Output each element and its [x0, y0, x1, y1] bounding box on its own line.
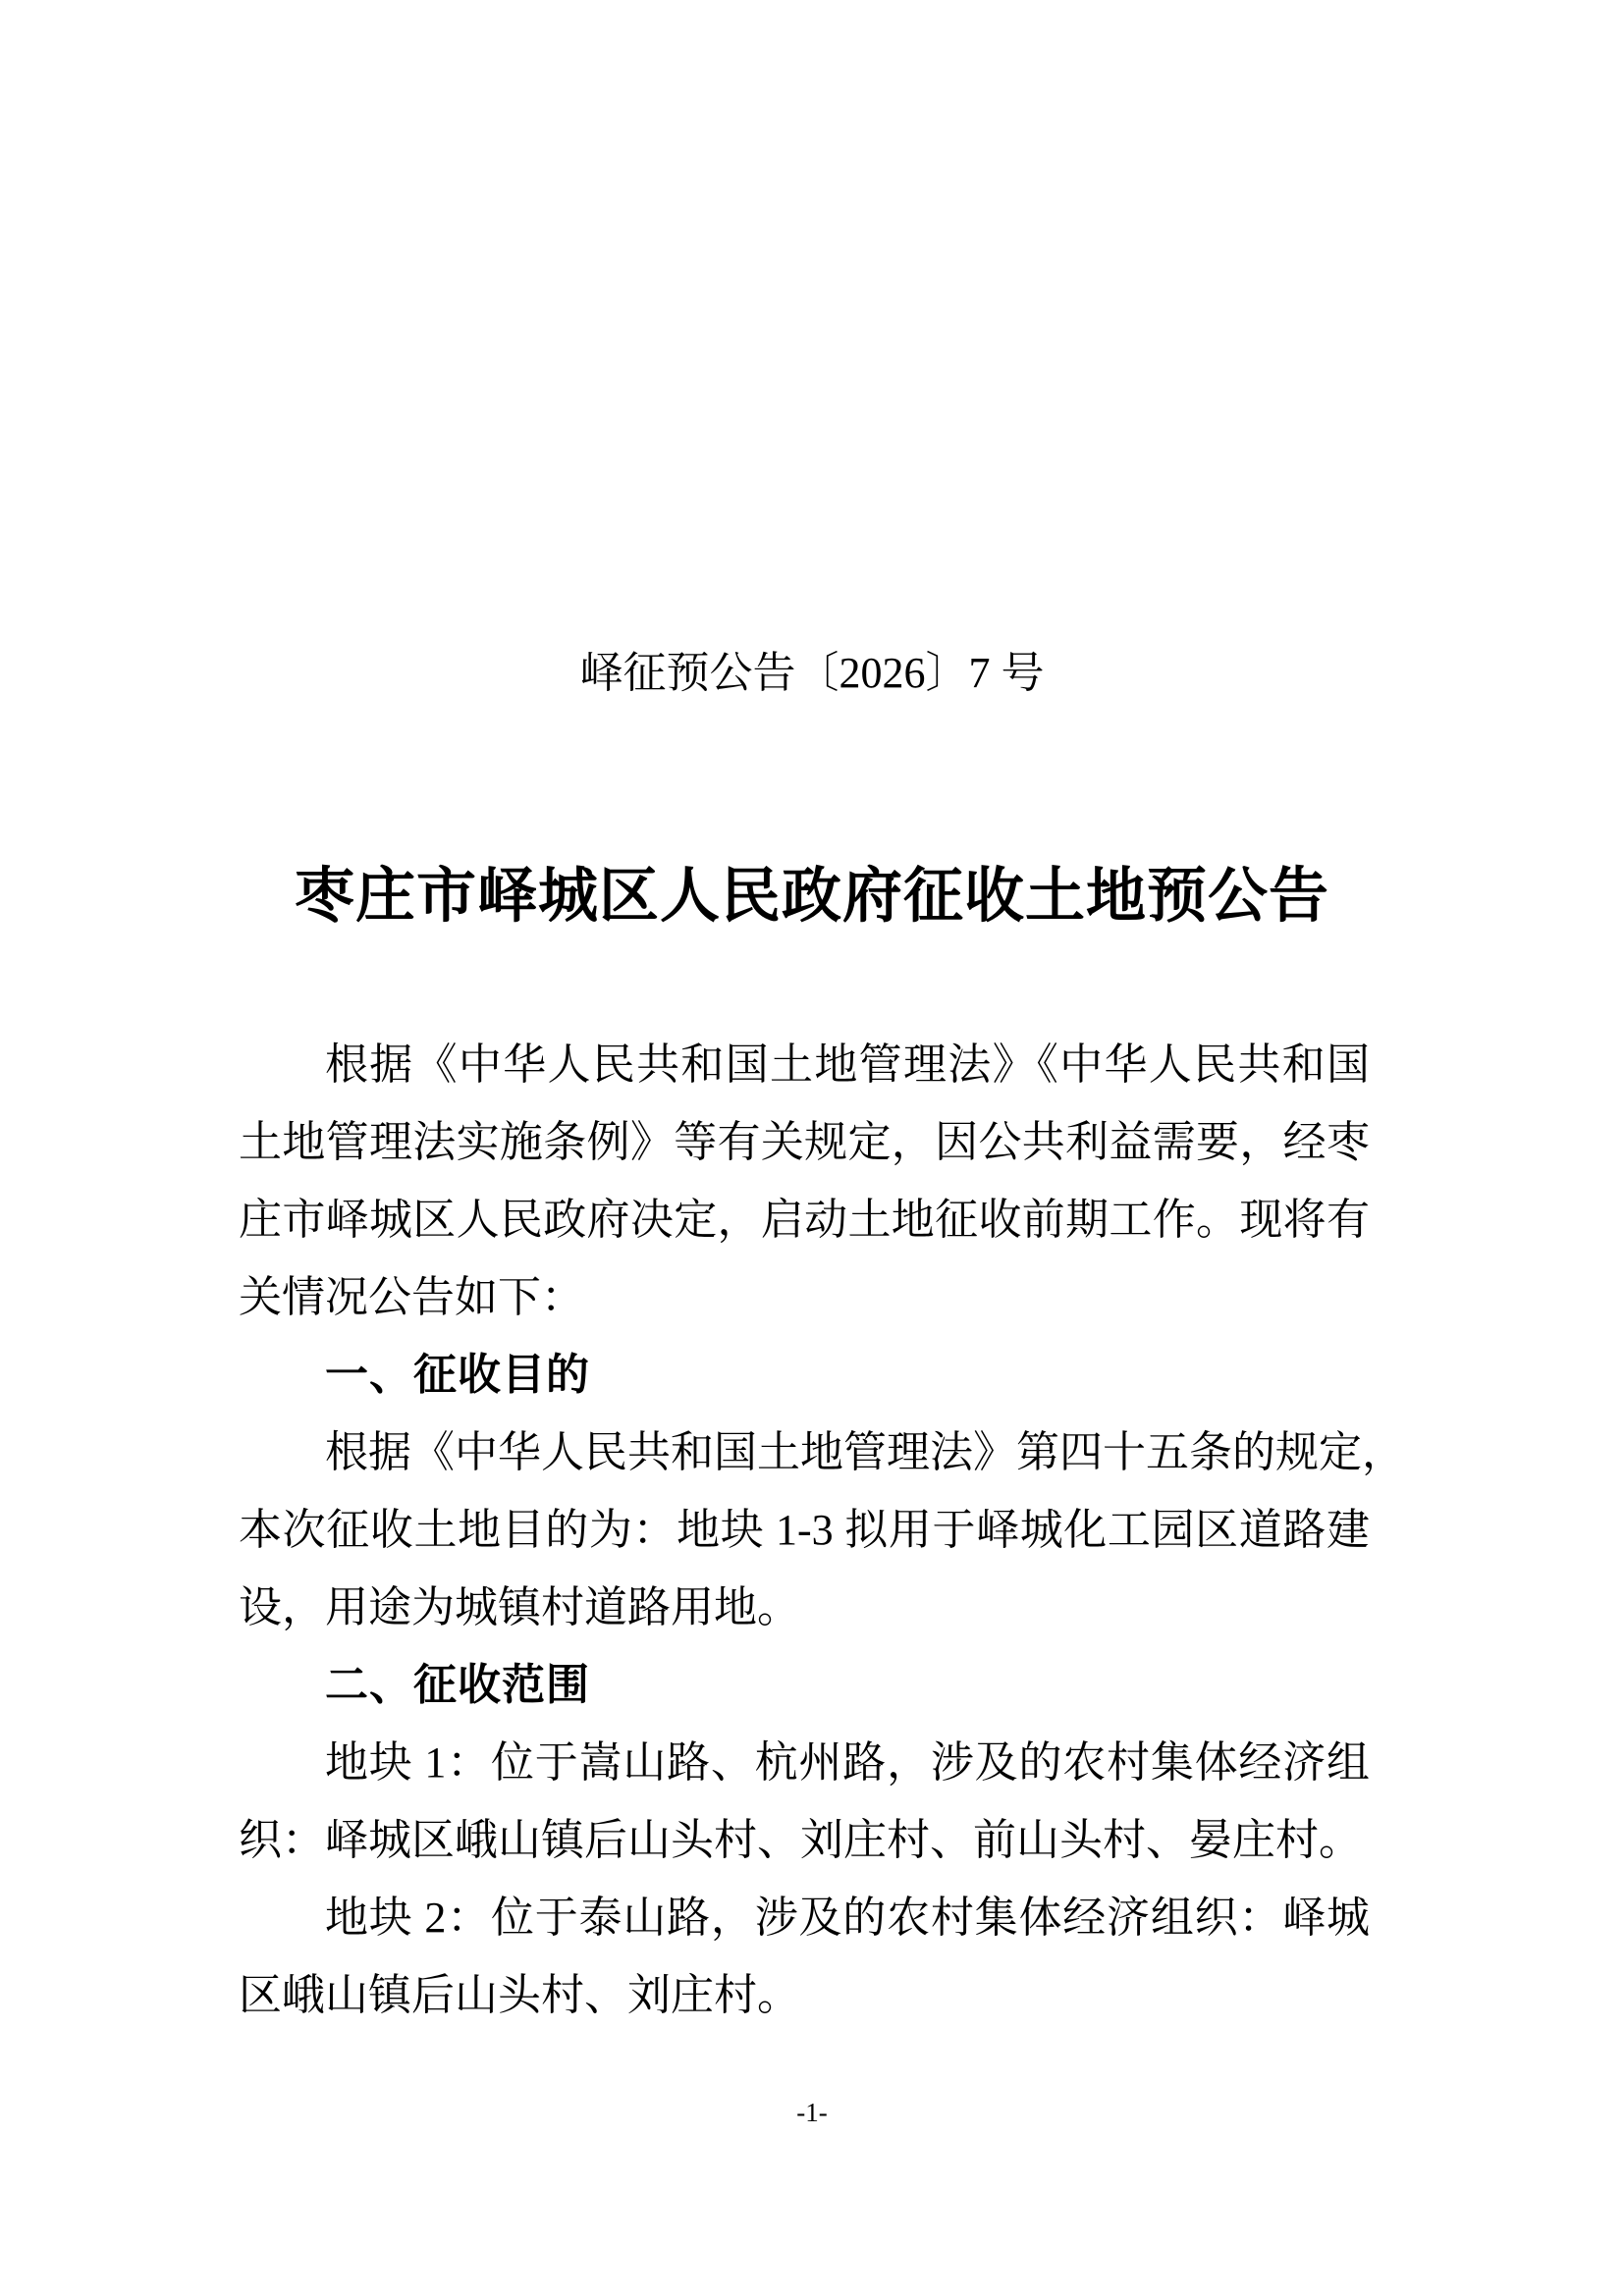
document-title: 枣庄市峄城区人民政府征收土地预公告: [294, 864, 1329, 930]
body-line: 地块 1：位于嵩山路、杭州路，涉及的农村集体经济组: [325, 1738, 1370, 1787]
body-line: 根据《中华人民共和国土地管理法》《中华人民共和国: [325, 1041, 1370, 1089]
body-line: 区峨山镇后山头村、刘庄村。: [239, 1971, 800, 2019]
body-line: 土地管理法实施条例》等有关规定，因公共利益需要，经枣: [239, 1118, 1370, 1166]
page-number: -1-: [796, 2098, 828, 2127]
body-line: 庄市峄城区人民政府决定，启动土地征收前期工作。现将有: [239, 1196, 1370, 1244]
document-body: [239, 1026, 1405, 2034]
body-line: 织：峄城区峨山镇后山头村、刘庄村、前山头村、晏庄村。: [239, 1816, 1362, 1864]
body-line: 根据《中华人民共和国土地管理法》第四十五条的规定，: [325, 1428, 1405, 1476]
body-line: 地块 2：位于泰山路，涉及的农村集体经济组织：峄城: [325, 1894, 1370, 1942]
doc-number-line: 峄征预公告〔2026〕7 号: [579, 649, 1045, 697]
body-line: 本次征收土地目的为：地块 1-3 拟用于峄城化工园区道路建: [239, 1506, 1370, 1554]
section-heading: 一、征收目的: [325, 1351, 590, 1399]
body-line: 设，用途为城镇村道路用地。: [239, 1583, 800, 1631]
section-heading: 二、征收范围: [325, 1661, 590, 1709]
body-line: 关情况公告如下：: [239, 1273, 584, 1321]
